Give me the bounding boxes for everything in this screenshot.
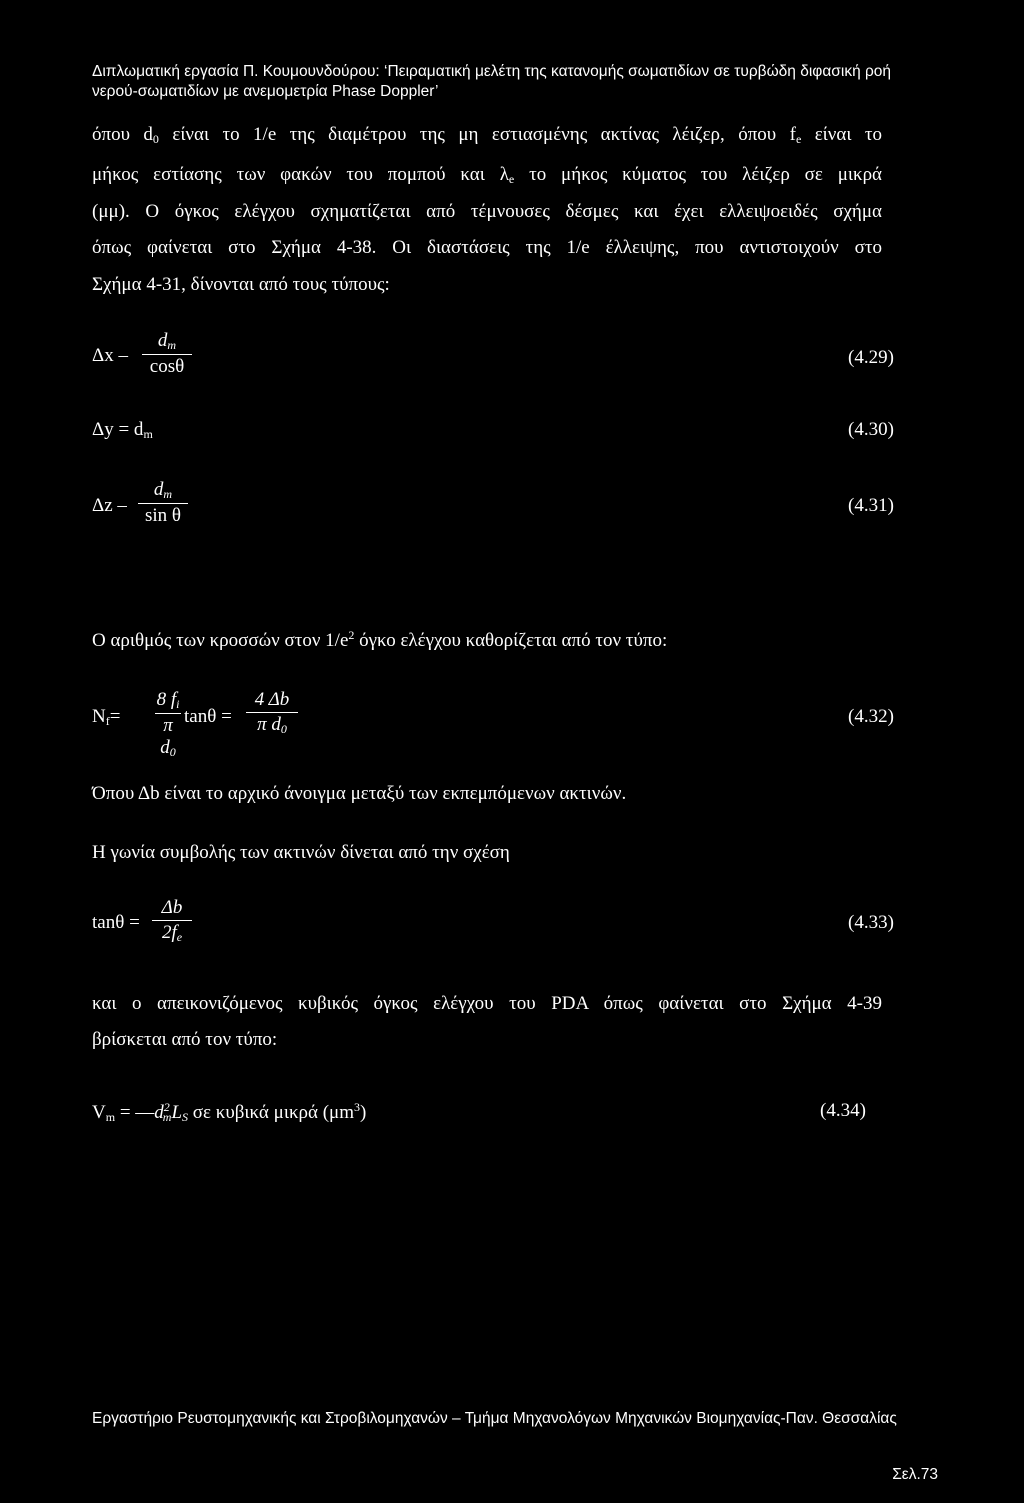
eq32-number: (4.32) xyxy=(848,706,894,727)
intro-line-4: όπως φαίνεται στο Σχήμα 4-38. Οι διαστάσεις της 1/e έλλειψης, που αντιστοιχούν στο xyxy=(92,237,882,258)
eq33-number: (4.33) xyxy=(848,912,894,933)
eq32-fraction-1: 8 $f_i$ π $d_0$ xyxy=(156,689,180,759)
header-line-1: Διπλωματική εργασία Π. Κουμουνδούρου: ‘Πειραματική μελέτη της κατανομής σωματιδίων σε τυρβώδη διφασική ροή xyxy=(92,63,892,80)
eq32-lhs: $N_f=$ xyxy=(92,706,121,728)
running-header xyxy=(92,62,962,102)
intro-line-2: μήκος εστίασης των φακών του πομπού και $\lambda_e$ το μήκος κύματος του λέιζερ σε μικρά xyxy=(92,164,883,186)
db-description: Όπου Δb είναι το αρχικό άνοιγμα μεταξύ των εκπεμπόμενων ακτινών. xyxy=(92,783,627,804)
intro-line-5: Σχήμα 4-31, δίνονται από τους τύπους: xyxy=(92,274,390,295)
volume-text-line-1: και ο απεικονιζόμενος κυβικός όγκος ελέγχου του PDA όπως φαίνεται στο Σχήμα 4-39 xyxy=(92,993,882,1014)
eq31-number: (4.31) xyxy=(848,495,894,516)
intro-line-3: (μμ). Ο όγκος ελέγχου σχηματίζεται από τέμνουσες δέσμες και έχει ελλειψοειδές σχήμα xyxy=(92,201,882,222)
volume-text-line-2: βρίσκεται από τον τύπο: xyxy=(92,1029,278,1050)
fringe-text: Ο αριθμός των κροσσών στον $1/e^2$ όγκο ελέγχου καθορίζεται από τον τύπο: xyxy=(92,628,668,651)
eq29-number: (4.29) xyxy=(848,347,894,368)
eq32-fraction-2: 4 Δb π $d_0$ xyxy=(246,689,298,737)
page-number: Σελ.73 xyxy=(892,1466,938,1483)
eq33-fraction: Δb $2f_e$ xyxy=(152,897,192,945)
eq31-fraction: $d_m$ sin θ xyxy=(138,479,188,527)
eq34-number: (4.34) xyxy=(820,1100,866,1121)
eq33-lhs: tanθ = xyxy=(92,912,140,933)
eq34-body: $V_m$ = $—d^2_mL_S$ σε κυβικά μικρά $(\mu m^3)$ xyxy=(92,1100,367,1124)
eq30-number: (4.30) xyxy=(848,419,894,440)
eq29-fraction: $d_m$ cosθ xyxy=(142,330,192,378)
intro-line-1: όπου $d_0$ είναι το 1/e της διαμέτρου της μη εστιασμένης ακτίνας λέιζερ, όπου $f_e$ είναι το xyxy=(92,124,882,146)
angle-description: Η γωνία συμβολής των ακτινών δίνεται από την σχέση xyxy=(92,842,510,863)
eq30-lhs: $\Delta y = d_m$ xyxy=(92,419,153,441)
header-line-2: νερού-σωματιδίων με ανεμομετρία Phase Doppler’ xyxy=(92,83,439,100)
footer-text: Εργαστήριο Ρευστομηχανικής και Στροβιλομηχανών – Τμήμα Μηχανολόγων Μηχανικών Βιομηχανίας-Παν. Θεσσαλίας xyxy=(92,1410,897,1427)
eq31-lhs: Δz – xyxy=(92,495,127,516)
eq29-lhs: Δx – xyxy=(92,345,128,366)
eq32-middle: tanθ = xyxy=(184,706,232,727)
